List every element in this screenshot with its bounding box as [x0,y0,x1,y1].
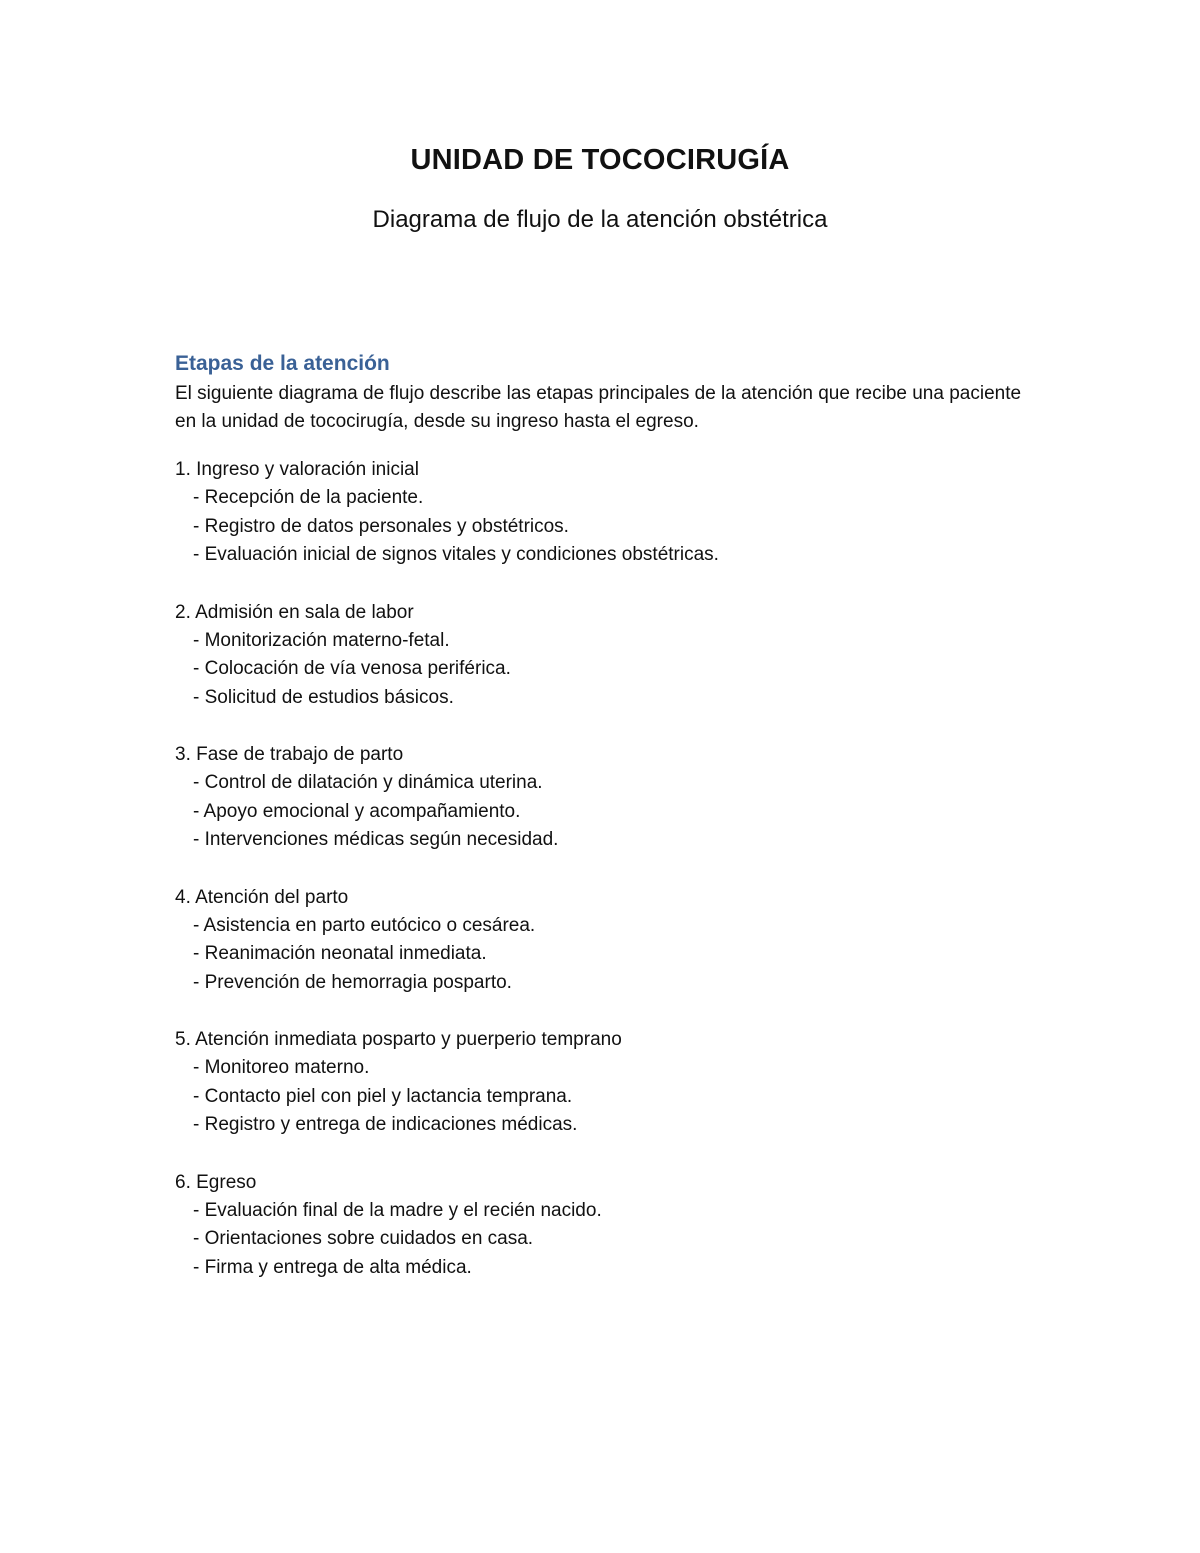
document-body [175,348,1035,1311]
step-item: - Monitoreo materno. [193,1057,370,1078]
document-subtitle: Diagrama de flujo de la atención obstétrica [372,206,828,233]
step-3 [175,741,1035,855]
section-heading: Etapas de la atención [175,352,390,375]
step-item: - Solicitud de estudios básicos. [193,686,454,708]
step-item: - Registro de datos personales y obstétricos. [193,515,569,537]
step-title: 1. Ingreso y valoración inicial [175,459,419,480]
step-item: - Control de dilatación y dinámica uterina. [193,772,543,793]
steps-list [175,456,1035,1282]
step-item: - Asistencia en parto eutócico o cesárea. [193,914,536,936]
step-title: 5. Atención inmediata posparto y puerperio temprano [175,1029,622,1050]
step-1 [175,456,1035,570]
step-item: - Monitorización materno-fetal. [193,629,450,651]
step-title: 3. Fase de trabajo de parto [175,744,404,765]
step-6 [175,1169,1035,1283]
step-item: - Apoyo emocional y acompañamiento. [193,800,521,822]
document-title: UNIDAD DE TOCOCIRUGÍA [410,144,790,176]
step-item: - Orientaciones sobre cuidados en casa. [193,1228,534,1249]
step-item: - Colocación de vía venosa periférica. [193,658,511,679]
step-title: 6. Egreso [175,1171,257,1193]
step-item: - Prevención de hemorragia posparto. [193,971,512,993]
intro-paragraph: El siguiente diagrama de flujo describe las etapas principales de la atención que recibe una paciente en la unidad de tococirugía, desde su ingreso hasta el egreso. [175,383,1022,432]
step-2 [175,599,1035,713]
step-item: - Contacto piel con piel y lactancia temprana. [193,1085,573,1107]
step-item: - Recepción de la paciente. [193,487,424,508]
step-item: - Evaluación inicial de signos vitales y condiciones obstétricas. [193,544,719,565]
step-title: 4. Atención del parto [175,886,349,908]
step-item: - Intervenciones médicas según necesidad. [193,829,559,850]
step-5 [175,1026,1035,1140]
step-item: - Firma y entrega de alta médica. [193,1256,472,1278]
step-item: - Evaluación final de la madre y el recién nacido. [193,1199,602,1221]
step-item: - Registro y entrega de indicaciones médicas. [193,1114,578,1135]
step-4 [175,884,1035,998]
step-item: - Reanimación neonatal inmediata. [193,943,487,964]
step-title: 2. Admisión en sala de labor [175,601,414,623]
